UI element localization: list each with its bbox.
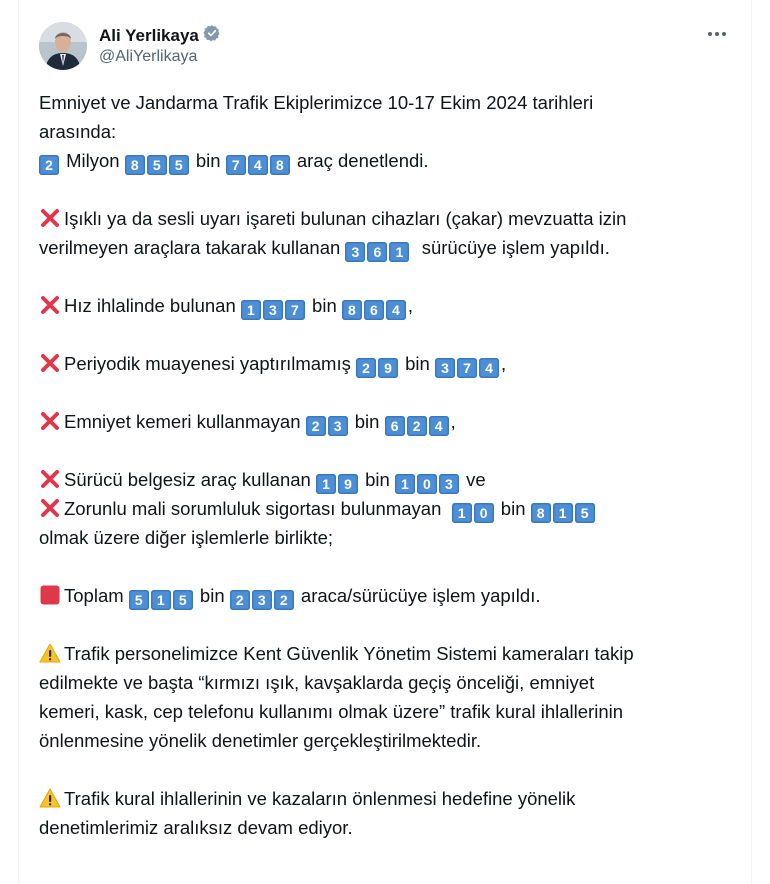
tweet-card [18, 0, 752, 884]
keycap-number [125, 146, 191, 175]
intro-line: arasında: [39, 121, 117, 142]
violation-list [39, 291, 739, 494]
red-square-icon [39, 584, 61, 606]
cakar-paragraph: Işıklı ya da sesli uyarı işareti bulunan cihazları (çakar) mevzuatta izin verilmeyen araçlara takarak kullanan 3 6 1 sürücüye işlem yapıldı. [39, 208, 627, 260]
keycap-digit: 3 [252, 590, 272, 610]
keycap-digit: 4 [386, 300, 406, 320]
keycap-number [452, 494, 496, 523]
keycap-digit: 6 [385, 416, 405, 436]
keycap-number [316, 465, 360, 494]
cross-mark-icon [39, 294, 61, 316]
keycap-digit: 1 [316, 474, 336, 494]
keycap-digit: 5 [173, 590, 193, 610]
warning-paragraph: Trafik kural ihlallerinin ve kazaların önlenmesi hedefine yönelik denetimlerimiz aralıksız devam ediyor. [39, 788, 576, 838]
keycap-digit: 1 [151, 590, 171, 610]
keycap-number [230, 581, 296, 610]
tweet-text [39, 88, 739, 842]
verified-badge-icon [203, 24, 221, 47]
violation-item: Periyodik muayenesi yaptırılmamış 2 9 bin 3 7 4 , [39, 349, 739, 378]
keycap-digit: 3 [345, 242, 365, 262]
keycap-digit: 1 [395, 474, 415, 494]
keycap-number [39, 146, 61, 175]
author-name-row [99, 24, 221, 47]
keycap-digit: 1 [389, 242, 409, 262]
keycap-digit: 4 [479, 358, 499, 378]
keycap-number [241, 291, 307, 320]
keycap-digit: 9 [338, 474, 358, 494]
warning-paragraph: Trafik personelimizce Kent Güvenlik Yönetim Sistemi kameraları takip edilmekte ve başta “kırmızı ışık, kavşaklarda geçiş önceliği, emniyet kemeri, kask, cep telefonu kullanımı olmak üzere” trafik kural ihlallerinin önlenmesine yönelik denetimler gerçekleştirilmektedir. [39, 643, 634, 751]
violation-item: Hız ihlalinde bulunan 1 3 7 bin 8 6 4 , [39, 291, 739, 320]
keycap-digit: 6 [367, 242, 387, 262]
avatar[interactable] [39, 22, 87, 70]
keycap-number [226, 146, 292, 175]
warning-icon [39, 642, 61, 664]
keycap-digit: 1 [241, 300, 261, 320]
keycap-digit: 7 [285, 300, 305, 320]
keycap-number [435, 349, 501, 378]
keycap-digit: 0 [474, 503, 494, 523]
keycap-digit: 8 [531, 503, 551, 523]
keycap-number [395, 465, 461, 494]
tweet-header [39, 20, 731, 72]
cross-mark-icon [39, 497, 61, 519]
keycap-digit: 2 [274, 590, 294, 610]
keycap-digit: 3 [439, 474, 459, 494]
keycap-digit: 7 [457, 358, 477, 378]
keycap-digit: 6 [364, 300, 384, 320]
violation-item: Sürücü belgesiz araç kullanan 1 9 bin 1 0 3 ve [39, 465, 739, 494]
keycap-digit: 2 [230, 590, 250, 610]
total-checked-line: 2 Milyon 8 5 5 bin 7 4 8 araç denetlendi. [39, 146, 739, 175]
keycap-digit: 5 [169, 155, 189, 175]
keycap-digit: 1 [553, 503, 573, 523]
keycap-digit: 2 [407, 416, 427, 436]
keycap-digit: 4 [429, 416, 449, 436]
insurance-paragraph: Zorunlu mali sorumluluk sigortası bulunmayan 1 0 bin 8 1 5 olmak üzere diğer işlemlerle birlikte; [39, 494, 739, 552]
keycap-digit: 2 [39, 155, 59, 175]
keycap-digit: 8 [270, 155, 290, 175]
keycap-digit: 3 [263, 300, 283, 320]
author-name[interactable]: Ali Yerlikaya [99, 25, 199, 45]
more-options-icon[interactable] [703, 24, 731, 44]
cross-mark-icon [39, 468, 61, 490]
violation-item: Emniyet kemeri kullanmayan 2 3 bin 6 2 4 , [39, 407, 739, 436]
keycap-digit: 9 [378, 358, 398, 378]
keycap-digit: 5 [129, 590, 149, 610]
keycap-number [385, 407, 451, 436]
intro-line: Emniyet ve Jandarma Trafik Ekiplerimizce 10-17 Ekim 2024 tarihleri [39, 92, 594, 113]
intro-paragraph [39, 88, 739, 175]
cross-mark-icon [39, 352, 61, 374]
keycap-digit: 2 [356, 358, 376, 378]
keycap-digit: 1 [452, 503, 472, 523]
keycap-digit: 8 [125, 155, 145, 175]
keycap-number [306, 407, 350, 436]
keycap-digit: 0 [417, 474, 437, 494]
author-handle[interactable]: @AliYerlikaya [99, 48, 198, 65]
keycap-digit: 3 [435, 358, 455, 378]
keycap-digit: 7 [226, 155, 246, 175]
keycap-number [129, 581, 195, 610]
keycap-digit: 4 [248, 155, 268, 175]
keycap-number [531, 494, 597, 523]
total-paragraph: Toplam 5 1 5 bin 2 3 2 araca/sürücüye işlem yapıldı. [39, 581, 739, 610]
keycap-digit: 5 [147, 155, 167, 175]
cross-mark-icon [39, 207, 61, 229]
warning-icon [39, 787, 61, 809]
keycap-digit: 3 [328, 416, 348, 436]
cross-mark-icon [39, 410, 61, 432]
keycap-number [342, 291, 408, 320]
keycap-digit: 5 [575, 503, 595, 523]
keycap-digit: 2 [306, 416, 326, 436]
keycap-number [356, 349, 400, 378]
keycap-number [345, 233, 411, 262]
keycap-digit: 8 [342, 300, 362, 320]
